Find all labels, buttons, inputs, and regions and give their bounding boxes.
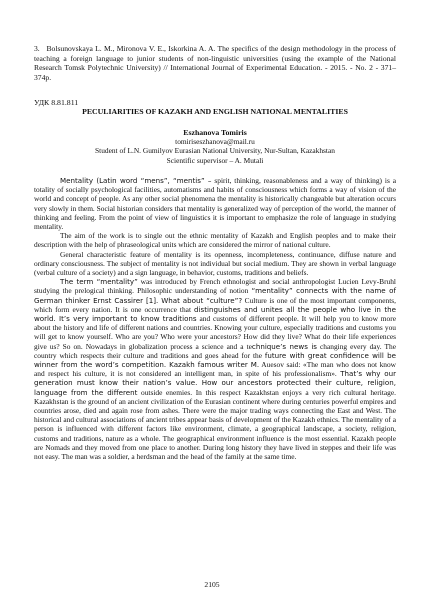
- mentality-definition-lead: Mentality (Latin word “mens”, “mentis” –: [60, 176, 212, 185]
- mentality-definition: spirit, thinking, reasonableness and a way of thinking) is a totality of socially psychological facilities, automatisms and habits of consciousness which forms a way of vision of the world and concept of people. As any other social phenomena the mentality is historically changeable but alteration occurs very slowly in them. Social historian considers that mentality is generalized way of perception of the world, the manner of thinking and feeling. From the point of view of linguistics it is important to emphasize the role of language in studying mentality.: [34, 176, 396, 232]
- paragraph-intro: [34, 176, 396, 231]
- author-affiliation: Student of L.N. Gumilyov Eurasian National University, Nur-Sultan, Kazakhstan: [95, 146, 335, 156]
- paragraph-characteristics: General characteristic feature of mentality is its openness, incompleteness, continuance, diffuse nature and ordinary consciousness. The subject of mentality is not individual but social medium. They are shown in verbal language (verbal culture of a society) and a sign language, in behavior, customs, traditions and beliefs.: [34, 249, 396, 278]
- author-info: [34, 137, 396, 165]
- paragraph-aim: The aim of the work is to single out the ethnic mentality of Kazakh and English peoples and to make their description with the help of phraseological units which are considered the mirror of national culture.: [34, 231, 396, 250]
- author-email: tomiriseszhanova@mail.ru: [175, 137, 255, 146]
- udk-code: УДК 8.81.811: [34, 98, 79, 107]
- article-title: PECULIARITIES OF KAZAKH AND ENGLISH NATIONAL MENTALITIES: [82, 107, 348, 116]
- author-name: Eszhanova Tomiris: [183, 128, 247, 137]
- page-number: 2105: [204, 580, 220, 589]
- scientific-supervisor: Scientific supervisor – A. Mutali: [166, 155, 264, 165]
- paragraph-term-culture: The term “mentality” was introduced by French ethnologist and social anthropologist Lucien Levy-Bruhl studying the prelogical thinking. Philosophic understanding of notion “mentality” connects with the name of German thinker Ernst Cassirer [1]. What about “culture”? Culture is one of the most important components, which form every nation. It is one occurrence that distinguishes and unites all the people who live in the world. It’s very important to know traditions and customs of different people. It will help you to know more about the history and life of different nations and countries. Knowing your culture, especially traditions and customs you will get to know yourself. Who are you? Who were your ancestors? How did they live? What do their life experiences give us? So on. Nowadays in globalization process a science and a technique’s news is changing every day. The country which respects their culture and traditions and goes ahead for the future with great confidence will be winner from the word’s competition. Kazakh famous writer M. Auesov said: «The man who does not know and respect his culture, it is not considered an intelligent man, in spite of his professionalism». That’s why our generation must know their nation’s value. How our ancestors protected their culture, religion, language from the different outside enemies. In this respect Kazakhstan enjoys a very rich cultural heritage. Kazakhstan is the ground of an ancient civilization of the Eurasian continent where during centuries powerful empires and countries arose, died and again rose from ashes. There were the major trading ways connecting the East and West. The historical and cultural associations of ancient tribes appear basis of development of the Kazakh ethnics. The mentality of a person is influenced with different factors like environment, climate, a geographical landscape, a society, religion, customs and traditions, nature as a whole. The geographical environment influence is the most essential. Kazakh people are Nomads and they moved from one place to another. During long history they have lived in steppes and their life was not easy. The man was a soldier, a herdsman and the head of the family at the same time.: [34, 277, 397, 462]
- reference-item: 3. Bolsunovskaya L. M., Mironova V. E., Iskorkina A. A. The specifics of the design methodology in the process of teaching a foreign language to junior students of non-linguistic universities (using the example of the National Research Tomsk Polytechnic University) // International Journal of Experimental Education. - 2015. - No. 2 - 371–374p.: [34, 44, 396, 83]
- article-body: [34, 176, 396, 461]
